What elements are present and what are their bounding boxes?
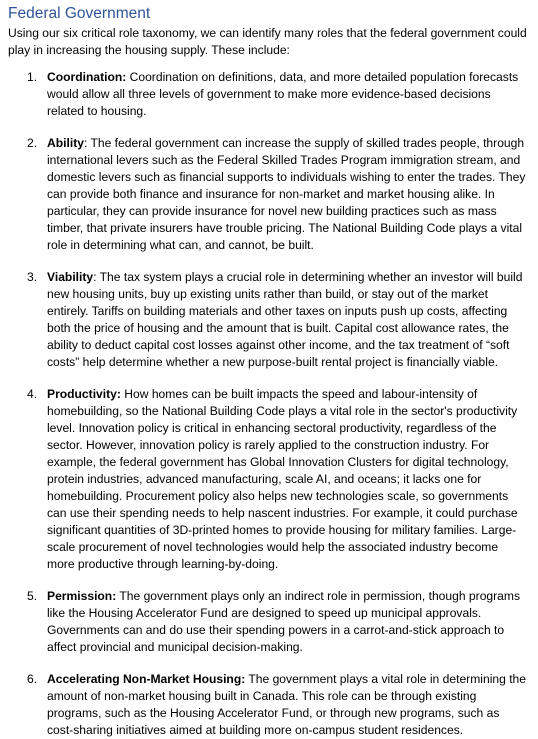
list-item-body: How homes can be built impacts the speed and labour-intensity of homebuilding, so the National Building Code plays a vital role in the sector's productivity level. Innovation policy is critical in enhancing sectoral productivity, regardless of the sector. However, innovation policy is rarely applied to the construction industry. For example, the federal government has Global Innovation Clusters for digital technology, protein industries, advanced manufacturing, scale AI, and oceans; it lacks one for homebuilding. Procurement policy also helps new technologies scale, so governments can use their spending needs to help nascent industries. For example, it could purchase significant quantities of 3D-printed homes to provide housing for military families. Large-scale procurement of novel technologies would help the associated industry become more productive through learning-by-doing. bbox=[47, 387, 518, 571]
list-item-viability bbox=[8, 269, 528, 371]
list-item-text bbox=[47, 671, 526, 739]
list-item-permission bbox=[8, 588, 528, 656]
list-item-body: Coordination on definitions, data, and more detailed population forecasts would allow all three levels of government to make more evidence-based decisions related to housing. bbox=[47, 70, 519, 118]
list-item-text bbox=[47, 588, 526, 656]
list-item-number: 3. bbox=[27, 270, 38, 284]
roles-list bbox=[8, 69, 528, 739]
list-item-number: 1. bbox=[27, 70, 38, 84]
list-item-term: Productivity: bbox=[47, 387, 121, 401]
list-item-text bbox=[47, 386, 526, 573]
list-item-non-market-housing bbox=[8, 671, 528, 739]
list-item-term: Accelerating Non-Market Housing: bbox=[47, 672, 246, 686]
list-item-number: 2. bbox=[27, 136, 38, 150]
list-item-ability bbox=[8, 135, 528, 254]
list-item-text bbox=[47, 69, 526, 120]
list-item-body: : The federal government can increase the supply of skilled trades people, through international levers such as the Federal Skilled Trades Program immigration stream, and domestic levers such as financial supports to individuals wishing to enter the trades. They can provide both finance and insurance for non-market and market housing alike. In particular, they can provide insurance for novel new building practices such as mass timber, that private insurers have trouble pricing. The National Building Code plays a vital role in determining what can, and cannot, be built. bbox=[47, 136, 526, 252]
list-item-text bbox=[47, 135, 526, 254]
section-heading: Federal Government bbox=[8, 5, 151, 22]
list-item-term: Coordination: bbox=[47, 70, 127, 84]
list-item-coordination bbox=[8, 69, 528, 120]
list-item-text bbox=[47, 269, 526, 371]
list-item-body: The government plays a vital role in determining the amount of non-market housing built in Canada. This role can be through existing programs, such as the Housing Accelerator Fund, or through new programs, such as cost-sharing initiatives aimed at building more on-campus student residences. bbox=[47, 672, 527, 737]
list-item-term: Viability bbox=[47, 270, 94, 284]
intro-paragraph: Using our six critical role taxonomy, we can identify many roles that the federal government could play in increasing the housing supply. These include: bbox=[8, 26, 527, 57]
list-item-body: : The tax system plays a crucial role in determining whether an investor will build new housing units, buy up existing units rather than build, or stay out of the market entirely. Tariffs on building materials and other taxes on inputs push up costs, affecting both the price of housing and the amount that is built. Capital cost allowance rates, the ability to deduct capital cost losses against other income, and the tax treatment of “soft costs” help determine whether a new purpose-built rental project is financially viable. bbox=[47, 270, 523, 369]
list-item-number: 4. bbox=[27, 387, 38, 401]
list-item-number: 6. bbox=[27, 672, 38, 686]
list-item-productivity bbox=[8, 386, 528, 573]
list-item-term: Permission: bbox=[47, 589, 117, 603]
list-item-body: The government plays only an indirect role in permission, though programs like the Housing Accelerator Fund are designed to speed up municipal approvals. Governments can and do use their spending powers in a carrot-and-stick approach to affect provincial and municipal decision-making. bbox=[47, 589, 521, 654]
list-item-term: Ability bbox=[47, 136, 84, 150]
list-item-number: 5. bbox=[27, 589, 38, 603]
